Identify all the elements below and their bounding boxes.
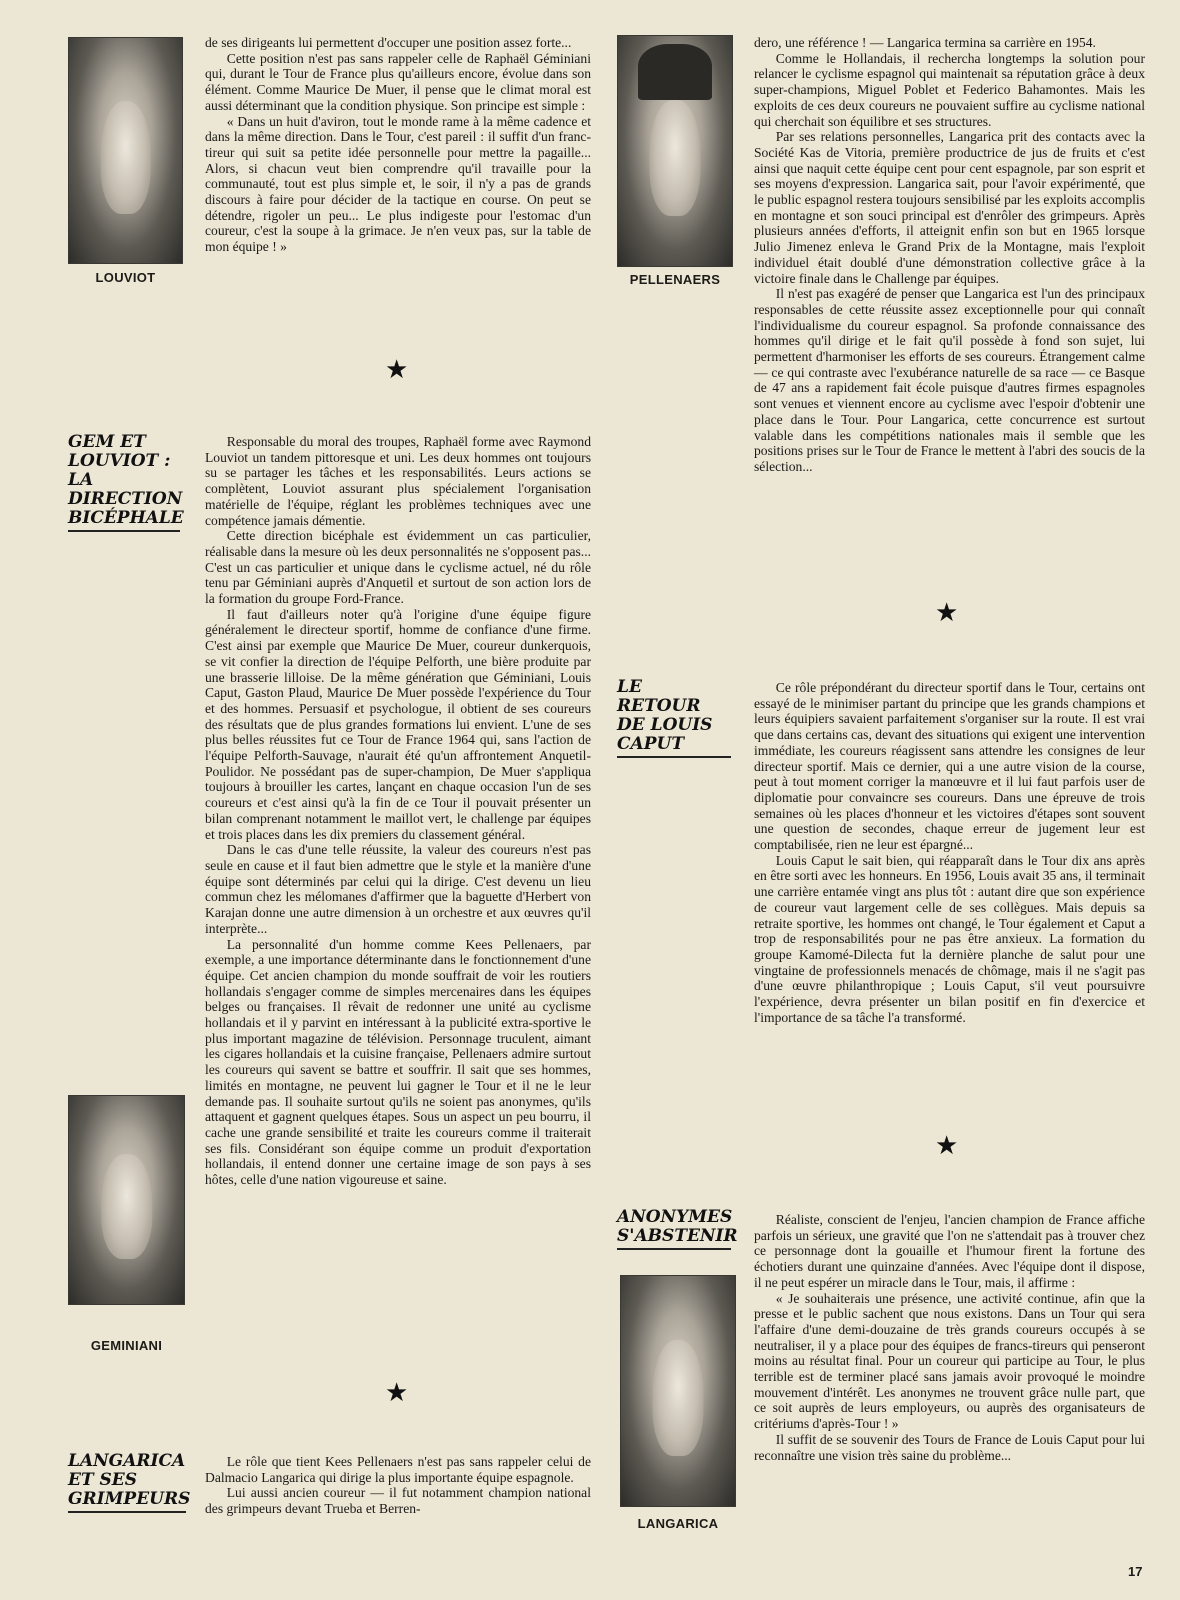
col2-langarica-text — [205, 1454, 591, 1517]
col4-retour-text — [754, 680, 1145, 1025]
paragraph: « Dans un huit d'aviron, tout le monde rame à la même cadence et dans la même direction. Dans le Tour, c'est pareil : il suffit d'un franc-tireur qui suit sa petite idée personnelle pour mettre la pagaille... Alors, si chacun veut bien comprendre qu'il travaille pour la communauté, tout est plus simple et, le soir, il n'y a pas de grands discours à faire pour décider de la tactique en course. On peut se détendre, rigoler un peu... Le plus indigeste pour l'estomac d'un coureur, c'est la soupe à la grimace. Je n'en veux pas, sur la table de mon équipe ! » — [205, 113, 591, 255]
heading-anonymes — [617, 1207, 738, 1246]
portrait-face — [100, 101, 151, 215]
paragraph: Cette position n'est pas sans rappeler celle de Raphaël Géminiani qui, durant le Tour de France plus qu'ailleurs encore, évolue dans son élément. Comme Maurice De Muer, il pense que le climat moral est aussi déterminant que la condition physique. Son principe est simple : — [205, 50, 591, 113]
paragraph: Cette direction bicéphale est évidemment un cas particulier, réalisable dans la mesure où les deux personnalités ne s'opposent pas... C'est un cas particulier et unique dans le cyclisme actuel, né du rôle tenu par Géminiani auprès d'Anquetil et surtout de son action lors de la formation du groupe Ford-France. — [205, 528, 591, 607]
paragraph: Responsable du moral des troupes, Raphaël forme avec Raymond Louviot un tandem pittoresque et uni. Les deux hommes ont toujours su se partager les tâches et les responsabilités. Leurs actions se complètent, Louviot assurant plus spécialement l'organisation matérielle de l'équipe, réglant les problèmes techniques avec une compétence jamais démentie. — [205, 434, 591, 528]
pellenaers-photo — [617, 35, 733, 267]
heading-text: ANONYMES S'ABSTENIR — [617, 1207, 738, 1246]
section-star: ★ — [935, 598, 959, 628]
geminiani-photo — [68, 1095, 185, 1305]
paragraph: Réaliste, conscient de l'enjeu, l'ancien champion de France affiche parfois un sérieux, une gravité que l'on ne s'attendait pas à trouver chez ce personnage dont la gouaille et l'humour firent la fortune des échotiers durant une quinzaine d'années. Avec l'équipe dont il dispose, il ne peut espérer un miracle dans le Tour, mais, il affirme : — [754, 1212, 1145, 1290]
heading-text: LE RETOUR DE LOUIS CAPUT — [617, 677, 713, 754]
col2-intro-text — [205, 35, 591, 255]
section-star: ★ — [935, 1131, 959, 1161]
page-number: 17 — [1128, 1564, 1143, 1579]
heading-rule — [68, 1511, 186, 1513]
heading-langarica — [68, 1451, 191, 1509]
portrait-face — [652, 1340, 703, 1456]
heading-retour-caput — [617, 678, 731, 754]
paragraph: Louis Caput le sait bien, qui réapparaît dans le Tour dix ans après en être sorti avec les honneurs. En 1956, Louis avait 35 ans, il terminait une carrière entamée vingt ans plus tôt : autant dire que son expérience de coureur vaut largement celle de ses collègues. Mais depuis sa retraite sportive, les hommes ont changé, le Tour également et Caput a trop de responsabilités pour ne pas être anxieux. La formation du groupe Kamomé-Dilecta fut la dernière planche de salut pour une vingtaine de professionnels menacés de chômage, mais il ne s'agit pas d'une œuvre philanthropique ; Louis Caput, s'il veut poursuivre l'expérience, devra présenter un bilan positif en fin d'exercice et l'importance de sa tâche l'a transformé. — [754, 852, 1145, 1025]
heading-rule — [617, 1248, 731, 1250]
geminiani-caption: GEMINIANI — [90, 1338, 163, 1353]
section-star: ★ — [385, 355, 409, 385]
section-star: ★ — [385, 1378, 409, 1408]
paragraph: Il n'est pas exagéré de penser que Langarica est l'un des principaux responsables de cette réussite assez exceptionnelle pour qui connaît l'individualisme du coureur espagnol. Sa profonde connaissance des hommes qu'il dirige et le fait qu'il possède à fond son sujet, lui permettent d'harmoniser les efforts de ses coureurs. Étrangement calme — ce qui contraste avec l'exubérance naturelle de sa race — ce Basque de 47 ans a rapidement fait école puisque d'autres firmes espagnoles sont venues et viennent encore au cyclisme avec l'espoir d'obtenir une place dans le Tour. Pour Langarica, cette concurrence est surtout valable dans les compétitions nationales mais il semble que les positions prises sur le Tour de France le mettent à l'abri des soucis de la sélection... — [754, 286, 1145, 474]
heading-rule — [617, 756, 731, 758]
heading-rule — [68, 530, 180, 532]
paragraph: Par ses relations personnelles, Langarica prit des contacts avec la Société Kas de Vitoria, première productrice de jus de fruits et c'est ainsi que naquit cette équipe cent pour cent espagnole, par son esprit et ses moyens d'expression. Langarica sait, pour l'avoir expérimenté, que le public espagnol restera toujours sensibilisé par les exploits accomplis en montagne et son souci principal est d'enrôler des grimpeurs. Après plusieurs années d'efforts, il atteignit enfin son but en 1965 lorsque Julio Jimenez enleva le Grand Prix de la Montagne, mais l'exploit individuel était doublé d'une démonstration collective grâce à la victoire finale dans le Challenge par équipes. — [754, 129, 1145, 286]
col4-anonymes-text — [754, 1212, 1145, 1463]
paragraph: La personnalité d'un homme comme Kees Pellenaers, par exemple, a une importance déterminante dans le fonctionnement d'une équipe. Cet ancien champion du monde souffrait de voir les routiers hollandais s'engager comme de simples mercenaires dans les équipes belges ou françaises. Il rêvait de redonner une unité au cyclisme hollandais et il y parvint en intéressant à la publicité extra-sportive le plus important magazine de télévision. Personnage truculent, aimant les cigares hollandais et la cuisine française, Pellenaers admire surtout les coureurs qui savent se battre et souffrir. Il sait que ses hommes, limités en montagne, ne peuvent lui gagner le Tour et il ne le leur demande pas. Il souhaite surtout qu'ils ne soient pas anonymes, qu'ils attaquent et gagnent quelques étapes. Sous un aspect un peu bourru, il cache une grande sensibilité et traite les coureurs comme il traiterait ses fils. Considérant son équipe comme un produit d'exportation hollandais, il entend donner une certaine image de son pays à ses hôtes, celle d'une nation vigoureuse et saine. — [205, 936, 591, 1188]
langarica-photo — [620, 1275, 736, 1507]
heading-gem-louviot — [68, 432, 184, 528]
paragraph: Ce rôle prépondérant du directeur sportif dans le Tour, certains ont essayé de le minimiser partant du principe que les grands champions et leurs équipiers savaient parfaitement s'organiser sur la route. Il est vrai que dans certains cas, devant des situations qui exigent une intervention immédiate, les coureurs réagissent sans attendre les consignes de leur directeur sportif. Mais ce dernier, qui a une autre vision de la course, peut à tout moment corriger la manœuvre et il lui faut parfois user de diplomatie pour convaincre ses coureurs. Dans une épreuve de trois semaines où les places d'honneur et les victoires d'étapes sont souvent une question de secondes, chaque erreur de jugement leur est comptabilisée, rien ne leur est épargné... — [754, 680, 1145, 853]
paragraph: « Je souhaiterais une présence, une activité continue, afin que la presse et le public sachent que nous existons. Dans un Tour qui sera l'affaire d'une demi-douzaine de très grands coureurs occupés à se neutraliser, il y a place pour des équipes de francs-tireurs qui penseront moins au résultat final. Pour un coureur qui participe au Tour, le plus terrible est de terminer placé sans jamais avoir provoqué le moindre mouvement d'intérêt. Les anonymes ne trouvent grâce nulle part, que ce soit auprès de leurs employeurs, ou auprès des organisateurs de critériums d'après-Tour ! » — [754, 1290, 1145, 1432]
paragraph: Il suffit de se souvenir des Tours de France de Louis Caput pour lui reconnaître une vision très saine du problème... — [754, 1431, 1145, 1463]
col2-gem-text — [205, 434, 591, 1188]
louviot-photo — [68, 37, 183, 264]
paragraph: dero, une référence ! — Langarica termina sa carrière en 1954. — [754, 35, 1096, 50]
louviot-caption: LOUVIOT — [95, 270, 156, 285]
paragraph: de ses dirigeants lui permettent d'occuper une position assez forte... — [205, 35, 572, 50]
paragraph: Comme le Hollandais, il rechercha longtemps la solution pour relancer le cyclisme espagnol qui maintenait sa réputation grâce à deux super-champions, Miguel Poblet et Federico Bahamontes. Mais les exploits de ces deux coureurs ne pouvaient suffire au cyclisme national qui cherchait son équilibre et ses structures. — [754, 50, 1145, 129]
heading-text: LANGARICA ET SES GRIMPEURS — [68, 1451, 191, 1509]
paragraph: Lui aussi ancien coureur — il fut notamment champion national des grimpeurs devant Trueba et Berren- — [205, 1485, 591, 1517]
cap-shape — [638, 44, 712, 100]
bleed-through-text — [300, 330, 317, 390]
pellenaers-caption: PELLENAERS — [629, 272, 721, 287]
col4-langarica-text — [754, 35, 1145, 475]
portrait-face — [649, 100, 700, 216]
paragraph: Il faut d'ailleurs noter qu'à l'origine d'une équipe figure généralement le directeur sportif, homme de confiance d'une firme. C'est ainsi par exemple que Maurice De Muer, coureur dunkerquois, se vit confier la direction de l'équipe Pelforth, une bière produite par une brasserie lilloise. De la même génération que Géminiani, Louis Caput, Gaston Plaud, Maurice De Muer possède l'expérience du Tour et des hommes. Persuasif et psychologue, il obtient de ses coureurs des résultats que de plus grandes formations lui envient. L'une de ses plus belles réussites fut ce Tour de France 1964 qui, sans l'action de l'équipe Pelforth-Sauvage, n'aurait été qu'un affrontement Anquetil-Poulidor. Ne possédant pas de super-champion, De Muer s'appliqua toujours à brouiller les cartes, lançant en chaque occasion l'un de ses coureurs et c'est ainsi qu'à la fin de ce Tour il pouvait présenter un bilan comprenant notamment le maillot vert, le challenge par équipes et trois places dans les dix premiers du classement général. — [205, 606, 591, 842]
heading-text: GEM ET LOUVIOT : LA DIRECTION BICÉPHALE — [68, 432, 184, 528]
paragraph: Dans le cas d'une telle réussite, la valeur des coureurs n'est pas seule en cause et il faut bien admettre que le style et la manière d'une équipe sont déterminés par celui qui la dirige. C'est devenu un lieu commun chez les mélomanes d'affirmer que la baguette d'Herbert von Karajan donne une autre dimension à un orchestre et aux œuvres qu'il interprète... — [205, 842, 591, 936]
paragraph: Le rôle que tient Kees Pellenaers n'est pas sans rappeler celui de Dalmacio Langarica qui dirige la plus importante équipe espagnole. — [205, 1454, 591, 1485]
langarica-caption: LANGARICA — [637, 1516, 719, 1531]
portrait-face — [101, 1154, 152, 1259]
